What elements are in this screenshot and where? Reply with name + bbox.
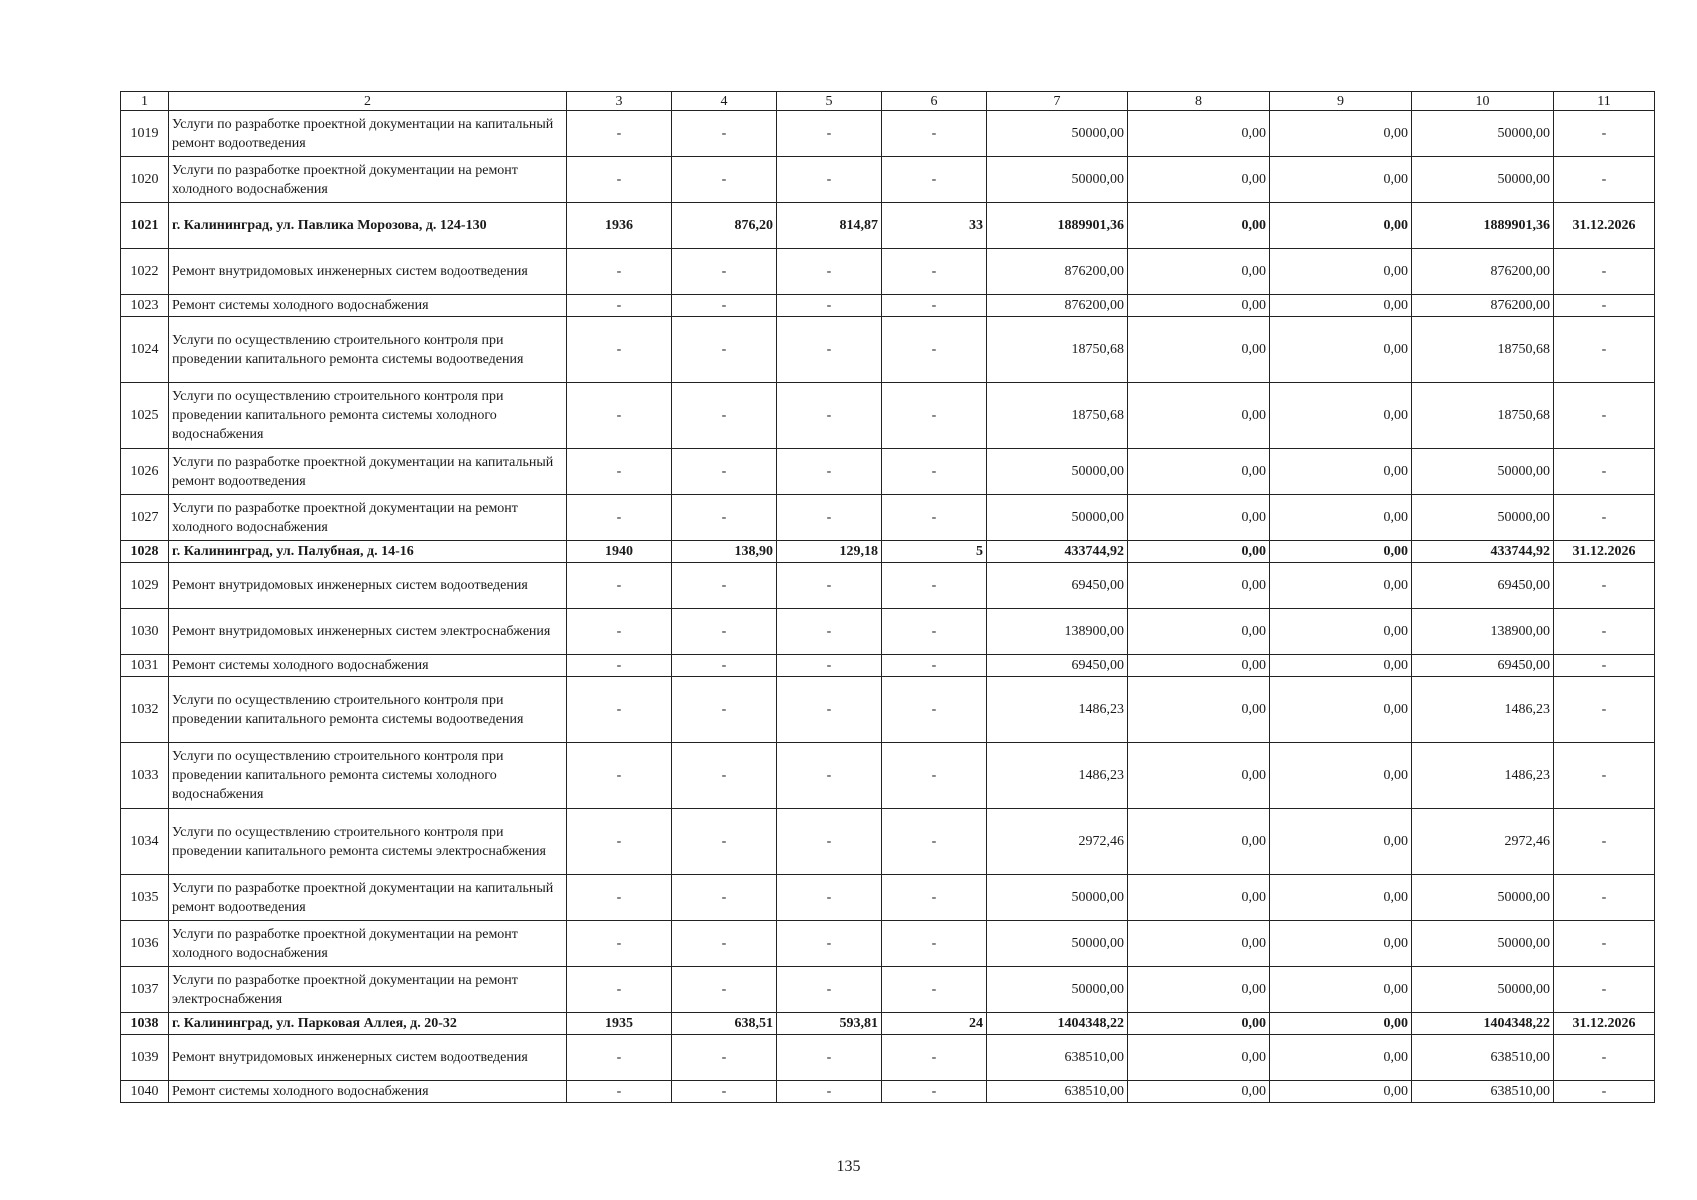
row-number-cell: 1036 xyxy=(121,921,169,967)
header-cell: 5 xyxy=(777,92,882,111)
col4-cell: - xyxy=(672,743,777,809)
deadline-cell: - xyxy=(1554,495,1655,541)
col3-cell: - xyxy=(567,495,672,541)
col4-cell: - xyxy=(672,677,777,743)
work-name-cell: г. Калининград, ул. Парковая Аллея, д. 20-32 xyxy=(169,1013,567,1035)
col6-cell: - xyxy=(882,295,987,317)
col3-cell: - xyxy=(567,295,672,317)
col3-cell: - xyxy=(567,743,672,809)
col5-cell: 814,87 xyxy=(777,203,882,249)
work-name-cell: Услуги по осуществлению строительного контроля при проведении капитального ремонта системы водоотведения xyxy=(169,677,567,743)
col9-cell: 0,00 xyxy=(1270,609,1412,655)
work-name-cell: Ремонт внутридомовых инженерных систем водоотведения xyxy=(169,249,567,295)
col8-cell: 0,00 xyxy=(1128,563,1270,609)
col6-cell: - xyxy=(882,875,987,921)
col10-cell: 50000,00 xyxy=(1412,111,1554,157)
col3-cell: - xyxy=(567,563,672,609)
table-row xyxy=(121,967,1655,1013)
table-row xyxy=(121,541,1655,563)
table-row xyxy=(121,677,1655,743)
col5-cell: - xyxy=(777,1035,882,1081)
deadline-cell: - xyxy=(1554,449,1655,495)
work-name-cell: Услуги по разработке проектной документации на капитальный ремонт водоотведения xyxy=(169,111,567,157)
header-cell: 9 xyxy=(1270,92,1412,111)
deadline-cell: - xyxy=(1554,317,1655,383)
deadline-cell: - xyxy=(1554,1035,1655,1081)
col6-cell: - xyxy=(882,677,987,743)
col9-cell: 0,00 xyxy=(1270,809,1412,875)
col8-cell: 0,00 xyxy=(1128,383,1270,449)
deadline-cell: - xyxy=(1554,249,1655,295)
row-number-cell: 1027 xyxy=(121,495,169,541)
col8-cell: 0,00 xyxy=(1128,449,1270,495)
total-cost-cell: 1486,23 xyxy=(987,677,1128,743)
col6-cell: - xyxy=(882,111,987,157)
col3-cell: - xyxy=(567,809,672,875)
col4-cell: - xyxy=(672,967,777,1013)
total-cost-cell: 50000,00 xyxy=(987,495,1128,541)
col6-cell: - xyxy=(882,317,987,383)
col4-cell: - xyxy=(672,111,777,157)
row-number-cell: 1023 xyxy=(121,295,169,317)
col9-cell: 0,00 xyxy=(1270,563,1412,609)
total-cost-cell: 69450,00 xyxy=(987,655,1128,677)
col3-cell: - xyxy=(567,655,672,677)
col6-cell: - xyxy=(882,449,987,495)
deadline-cell: - xyxy=(1554,295,1655,317)
col10-cell: 1486,23 xyxy=(1412,743,1554,809)
work-name-cell: Услуги по осуществлению строительного контроля при проведении капитального ремонта системы электроснабжения xyxy=(169,809,567,875)
col5-cell: - xyxy=(777,449,882,495)
deadline-cell: - xyxy=(1554,921,1655,967)
total-cost-cell: 2972,46 xyxy=(987,809,1128,875)
col10-cell: 876200,00 xyxy=(1412,295,1554,317)
col4-cell: - xyxy=(672,875,777,921)
table-row xyxy=(121,809,1655,875)
total-cost-cell: 18750,68 xyxy=(987,317,1128,383)
col10-cell: 50000,00 xyxy=(1412,921,1554,967)
work-name-cell: Услуги по разработке проектной документации на капитальный ремонт водоотведения xyxy=(169,449,567,495)
col4-cell: - xyxy=(672,809,777,875)
col5-cell: - xyxy=(777,249,882,295)
table-row xyxy=(121,249,1655,295)
row-number-cell: 1040 xyxy=(121,1081,169,1103)
capital-repair-table xyxy=(120,91,1655,1103)
col10-cell: 433744,92 xyxy=(1412,541,1554,563)
row-number-cell: 1026 xyxy=(121,449,169,495)
col9-cell: 0,00 xyxy=(1270,203,1412,249)
row-number-cell: 1039 xyxy=(121,1035,169,1081)
col6-cell: - xyxy=(882,383,987,449)
col3-cell: - xyxy=(567,157,672,203)
table-row xyxy=(121,609,1655,655)
row-number-cell: 1032 xyxy=(121,677,169,743)
deadline-cell: - xyxy=(1554,967,1655,1013)
col5-cell: - xyxy=(777,655,882,677)
deadline-cell: - xyxy=(1554,1081,1655,1103)
col9-cell: 0,00 xyxy=(1270,111,1412,157)
total-cost-cell: 50000,00 xyxy=(987,875,1128,921)
col3-cell: - xyxy=(567,449,672,495)
col4-cell: - xyxy=(672,1035,777,1081)
work-name-cell: Услуги по разработке проектной документации на ремонт холодного водоснабжения xyxy=(169,495,567,541)
col10-cell: 50000,00 xyxy=(1412,875,1554,921)
deadline-cell: - xyxy=(1554,743,1655,809)
col9-cell: 0,00 xyxy=(1270,383,1412,449)
col10-cell: 638510,00 xyxy=(1412,1081,1554,1103)
col4-cell: - xyxy=(672,495,777,541)
row-number-cell: 1022 xyxy=(121,249,169,295)
row-number-cell: 1038 xyxy=(121,1013,169,1035)
col5-cell: 593,81 xyxy=(777,1013,882,1035)
total-cost-cell: 433744,92 xyxy=(987,541,1128,563)
col10-cell: 69450,00 xyxy=(1412,655,1554,677)
col4-cell: 876,20 xyxy=(672,203,777,249)
header-cell: 4 xyxy=(672,92,777,111)
header-cell: 7 xyxy=(987,92,1128,111)
header-cell: 10 xyxy=(1412,92,1554,111)
table-row xyxy=(121,203,1655,249)
header-cell: 1 xyxy=(121,92,169,111)
col6-cell: - xyxy=(882,157,987,203)
col10-cell: 2972,46 xyxy=(1412,809,1554,875)
col4-cell: - xyxy=(672,563,777,609)
col6-cell: 5 xyxy=(882,541,987,563)
col8-cell: 0,00 xyxy=(1128,809,1270,875)
col3-cell: 1936 xyxy=(567,203,672,249)
work-name-cell: Услуги по осуществлению строительного контроля при проведении капитального ремонта системы водоотведения xyxy=(169,317,567,383)
work-name-cell: Ремонт системы холодного водоснабжения xyxy=(169,1081,567,1103)
table-row xyxy=(121,1081,1655,1103)
col5-cell: - xyxy=(777,317,882,383)
work-name-cell: Услуги по осуществлению строительного контроля при проведении капитального ремонта системы холодного водоснабжения xyxy=(169,383,567,449)
col4-cell: - xyxy=(672,609,777,655)
col3-cell: - xyxy=(567,317,672,383)
header-cell: 6 xyxy=(882,92,987,111)
col6-cell: - xyxy=(882,563,987,609)
col9-cell: 0,00 xyxy=(1270,157,1412,203)
deadline-cell: - xyxy=(1554,383,1655,449)
work-name-cell: Услуги по разработке проектной документации на ремонт холодного водоснабжения xyxy=(169,157,567,203)
deadline-cell: - xyxy=(1554,563,1655,609)
col9-cell: 0,00 xyxy=(1270,449,1412,495)
row-number-cell: 1024 xyxy=(121,317,169,383)
col5-cell: - xyxy=(777,495,882,541)
col9-cell: 0,00 xyxy=(1270,743,1412,809)
deadline-cell: - xyxy=(1554,677,1655,743)
header-cell: 3 xyxy=(567,92,672,111)
row-number-cell: 1029 xyxy=(121,563,169,609)
col8-cell: 0,00 xyxy=(1128,921,1270,967)
col9-cell: 0,00 xyxy=(1270,875,1412,921)
col9-cell: 0,00 xyxy=(1270,495,1412,541)
col5-cell: 129,18 xyxy=(777,541,882,563)
col3-cell: - xyxy=(567,1035,672,1081)
col6-cell: - xyxy=(882,1035,987,1081)
work-name-cell: Услуги по осуществлению строительного контроля при проведении капитального ремонта системы холодного водоснабжения xyxy=(169,743,567,809)
total-cost-cell: 638510,00 xyxy=(987,1035,1128,1081)
col6-cell: - xyxy=(882,967,987,1013)
deadline-cell: - xyxy=(1554,609,1655,655)
table-row xyxy=(121,449,1655,495)
col9-cell: 0,00 xyxy=(1270,1013,1412,1035)
col3-cell: 1940 xyxy=(567,541,672,563)
col4-cell: - xyxy=(672,249,777,295)
col8-cell: 0,00 xyxy=(1128,1013,1270,1035)
col5-cell: - xyxy=(777,875,882,921)
total-cost-cell: 876200,00 xyxy=(987,249,1128,295)
col9-cell: 0,00 xyxy=(1270,317,1412,383)
total-cost-cell: 69450,00 xyxy=(987,563,1128,609)
page-number: 135 xyxy=(836,1158,861,1175)
col8-cell: 0,00 xyxy=(1128,743,1270,809)
deadline-cell: 31.12.2026 xyxy=(1554,1013,1655,1035)
col5-cell: - xyxy=(777,563,882,609)
col5-cell: - xyxy=(777,809,882,875)
col9-cell: 0,00 xyxy=(1270,1081,1412,1103)
work-name-cell: Ремонт системы холодного водоснабжения xyxy=(169,295,567,317)
col6-cell: - xyxy=(882,609,987,655)
col3-cell: - xyxy=(567,677,672,743)
deadline-cell: - xyxy=(1554,809,1655,875)
col8-cell: 0,00 xyxy=(1128,1035,1270,1081)
col6-cell: - xyxy=(882,743,987,809)
col4-cell: - xyxy=(672,295,777,317)
col5-cell: - xyxy=(777,1081,882,1103)
col5-cell: - xyxy=(777,609,882,655)
col4-cell: - xyxy=(672,157,777,203)
col6-cell: 33 xyxy=(882,203,987,249)
total-cost-cell: 1486,23 xyxy=(987,743,1128,809)
col8-cell: 0,00 xyxy=(1128,295,1270,317)
col8-cell: 0,00 xyxy=(1128,1081,1270,1103)
total-cost-cell: 50000,00 xyxy=(987,921,1128,967)
col8-cell: 0,00 xyxy=(1128,541,1270,563)
col10-cell: 876200,00 xyxy=(1412,249,1554,295)
col5-cell: - xyxy=(777,967,882,1013)
col5-cell: - xyxy=(777,295,882,317)
col10-cell: 1889901,36 xyxy=(1412,203,1554,249)
row-number-cell: 1020 xyxy=(121,157,169,203)
row-number-cell: 1028 xyxy=(121,541,169,563)
col6-cell: - xyxy=(882,809,987,875)
table-row xyxy=(121,111,1655,157)
total-cost-cell: 876200,00 xyxy=(987,295,1128,317)
col5-cell: - xyxy=(777,111,882,157)
header-cell: 11 xyxy=(1554,92,1655,111)
row-number-cell: 1025 xyxy=(121,383,169,449)
total-cost-cell: 50000,00 xyxy=(987,449,1128,495)
col8-cell: 0,00 xyxy=(1128,317,1270,383)
col6-cell: - xyxy=(882,921,987,967)
col8-cell: 0,00 xyxy=(1128,157,1270,203)
total-cost-cell: 50000,00 xyxy=(987,111,1128,157)
work-name-cell: г. Калининград, ул. Павлика Морозова, д. 124-130 xyxy=(169,203,567,249)
col10-cell: 50000,00 xyxy=(1412,967,1554,1013)
table-row xyxy=(121,157,1655,203)
col10-cell: 1486,23 xyxy=(1412,677,1554,743)
col10-cell: 18750,68 xyxy=(1412,383,1554,449)
row-number-cell: 1031 xyxy=(121,655,169,677)
table-row xyxy=(121,383,1655,449)
col4-cell: - xyxy=(672,1081,777,1103)
work-name-cell: Ремонт внутридомовых инженерных систем водоотведения xyxy=(169,1035,567,1081)
row-number-cell: 1035 xyxy=(121,875,169,921)
col8-cell: 0,00 xyxy=(1128,203,1270,249)
total-cost-cell: 138900,00 xyxy=(987,609,1128,655)
col6-cell: - xyxy=(882,655,987,677)
col9-cell: 0,00 xyxy=(1270,655,1412,677)
col3-cell: 1935 xyxy=(567,1013,672,1035)
col10-cell: 50000,00 xyxy=(1412,449,1554,495)
table-row xyxy=(121,1013,1655,1035)
col10-cell: 1404348,22 xyxy=(1412,1013,1554,1035)
deadline-cell: - xyxy=(1554,157,1655,203)
col4-cell: - xyxy=(672,383,777,449)
col9-cell: 0,00 xyxy=(1270,541,1412,563)
col3-cell: - xyxy=(567,921,672,967)
total-cost-cell: 638510,00 xyxy=(987,1081,1128,1103)
table-row xyxy=(121,495,1655,541)
table-row xyxy=(121,655,1655,677)
col8-cell: 0,00 xyxy=(1128,677,1270,743)
col9-cell: 0,00 xyxy=(1270,249,1412,295)
col4-cell: 638,51 xyxy=(672,1013,777,1035)
total-cost-cell: 50000,00 xyxy=(987,967,1128,1013)
work-name-cell: Услуги по разработке проектной документации на ремонт электроснабжения xyxy=(169,967,567,1013)
col4-cell: 138,90 xyxy=(672,541,777,563)
col4-cell: - xyxy=(672,921,777,967)
col10-cell: 138900,00 xyxy=(1412,609,1554,655)
table-body xyxy=(121,92,1655,1103)
col8-cell: 0,00 xyxy=(1128,609,1270,655)
table-row xyxy=(121,1035,1655,1081)
deadline-cell: 31.12.2026 xyxy=(1554,203,1655,249)
work-name-cell: Услуги по разработке проектной документации на ремонт холодного водоснабжения xyxy=(169,921,567,967)
col10-cell: 638510,00 xyxy=(1412,1035,1554,1081)
col5-cell: - xyxy=(777,921,882,967)
row-number-cell: 1019 xyxy=(121,111,169,157)
col5-cell: - xyxy=(777,677,882,743)
col8-cell: 0,00 xyxy=(1128,111,1270,157)
col8-cell: 0,00 xyxy=(1128,249,1270,295)
column-number-header-row xyxy=(121,92,1655,111)
col5-cell: - xyxy=(777,157,882,203)
col6-cell: - xyxy=(882,249,987,295)
col4-cell: - xyxy=(672,449,777,495)
total-cost-cell: 50000,00 xyxy=(987,157,1128,203)
row-number-cell: 1033 xyxy=(121,743,169,809)
col3-cell: - xyxy=(567,1081,672,1103)
col3-cell: - xyxy=(567,609,672,655)
col3-cell: - xyxy=(567,967,672,1013)
table-row xyxy=(121,295,1655,317)
work-name-cell: г. Калининград, ул. Палубная, д. 14-16 xyxy=(169,541,567,563)
col10-cell: 50000,00 xyxy=(1412,495,1554,541)
col6-cell: - xyxy=(882,495,987,541)
col8-cell: 0,00 xyxy=(1128,875,1270,921)
deadline-cell: 31.12.2026 xyxy=(1554,541,1655,563)
col10-cell: 18750,68 xyxy=(1412,317,1554,383)
col3-cell: - xyxy=(567,383,672,449)
table-row xyxy=(121,875,1655,921)
row-number-cell: 1037 xyxy=(121,967,169,1013)
work-name-cell: Ремонт внутридомовых инженерных систем водоотведения xyxy=(169,563,567,609)
work-name-cell: Ремонт системы холодного водоснабжения xyxy=(169,655,567,677)
work-name-cell: Ремонт внутридомовых инженерных систем электроснабжения xyxy=(169,609,567,655)
header-cell: 8 xyxy=(1128,92,1270,111)
col9-cell: 0,00 xyxy=(1270,967,1412,1013)
col10-cell: 69450,00 xyxy=(1412,563,1554,609)
col9-cell: 0,00 xyxy=(1270,677,1412,743)
col9-cell: 0,00 xyxy=(1270,921,1412,967)
table-row xyxy=(121,921,1655,967)
row-number-cell: 1021 xyxy=(121,203,169,249)
work-name-cell: Услуги по разработке проектной документации на капитальный ремонт водоотведения xyxy=(169,875,567,921)
col4-cell: - xyxy=(672,655,777,677)
deadline-cell: - xyxy=(1554,655,1655,677)
total-cost-cell: 1889901,36 xyxy=(987,203,1128,249)
deadline-cell: - xyxy=(1554,111,1655,157)
col6-cell: - xyxy=(882,1081,987,1103)
row-number-cell: 1030 xyxy=(121,609,169,655)
col3-cell: - xyxy=(567,111,672,157)
col8-cell: 0,00 xyxy=(1128,967,1270,1013)
col9-cell: 0,00 xyxy=(1270,1035,1412,1081)
col9-cell: 0,00 xyxy=(1270,295,1412,317)
col3-cell: - xyxy=(567,249,672,295)
col8-cell: 0,00 xyxy=(1128,495,1270,541)
deadline-cell: - xyxy=(1554,875,1655,921)
header-cell: 2 xyxy=(169,92,567,111)
col5-cell: - xyxy=(777,743,882,809)
table-row xyxy=(121,563,1655,609)
col4-cell: - xyxy=(672,317,777,383)
col5-cell: - xyxy=(777,383,882,449)
col8-cell: 0,00 xyxy=(1128,655,1270,677)
col6-cell: 24 xyxy=(882,1013,987,1035)
table-row xyxy=(121,743,1655,809)
table-row xyxy=(121,317,1655,383)
col3-cell: - xyxy=(567,875,672,921)
col10-cell: 50000,00 xyxy=(1412,157,1554,203)
total-cost-cell: 18750,68 xyxy=(987,383,1128,449)
row-number-cell: 1034 xyxy=(121,809,169,875)
total-cost-cell: 1404348,22 xyxy=(987,1013,1128,1035)
